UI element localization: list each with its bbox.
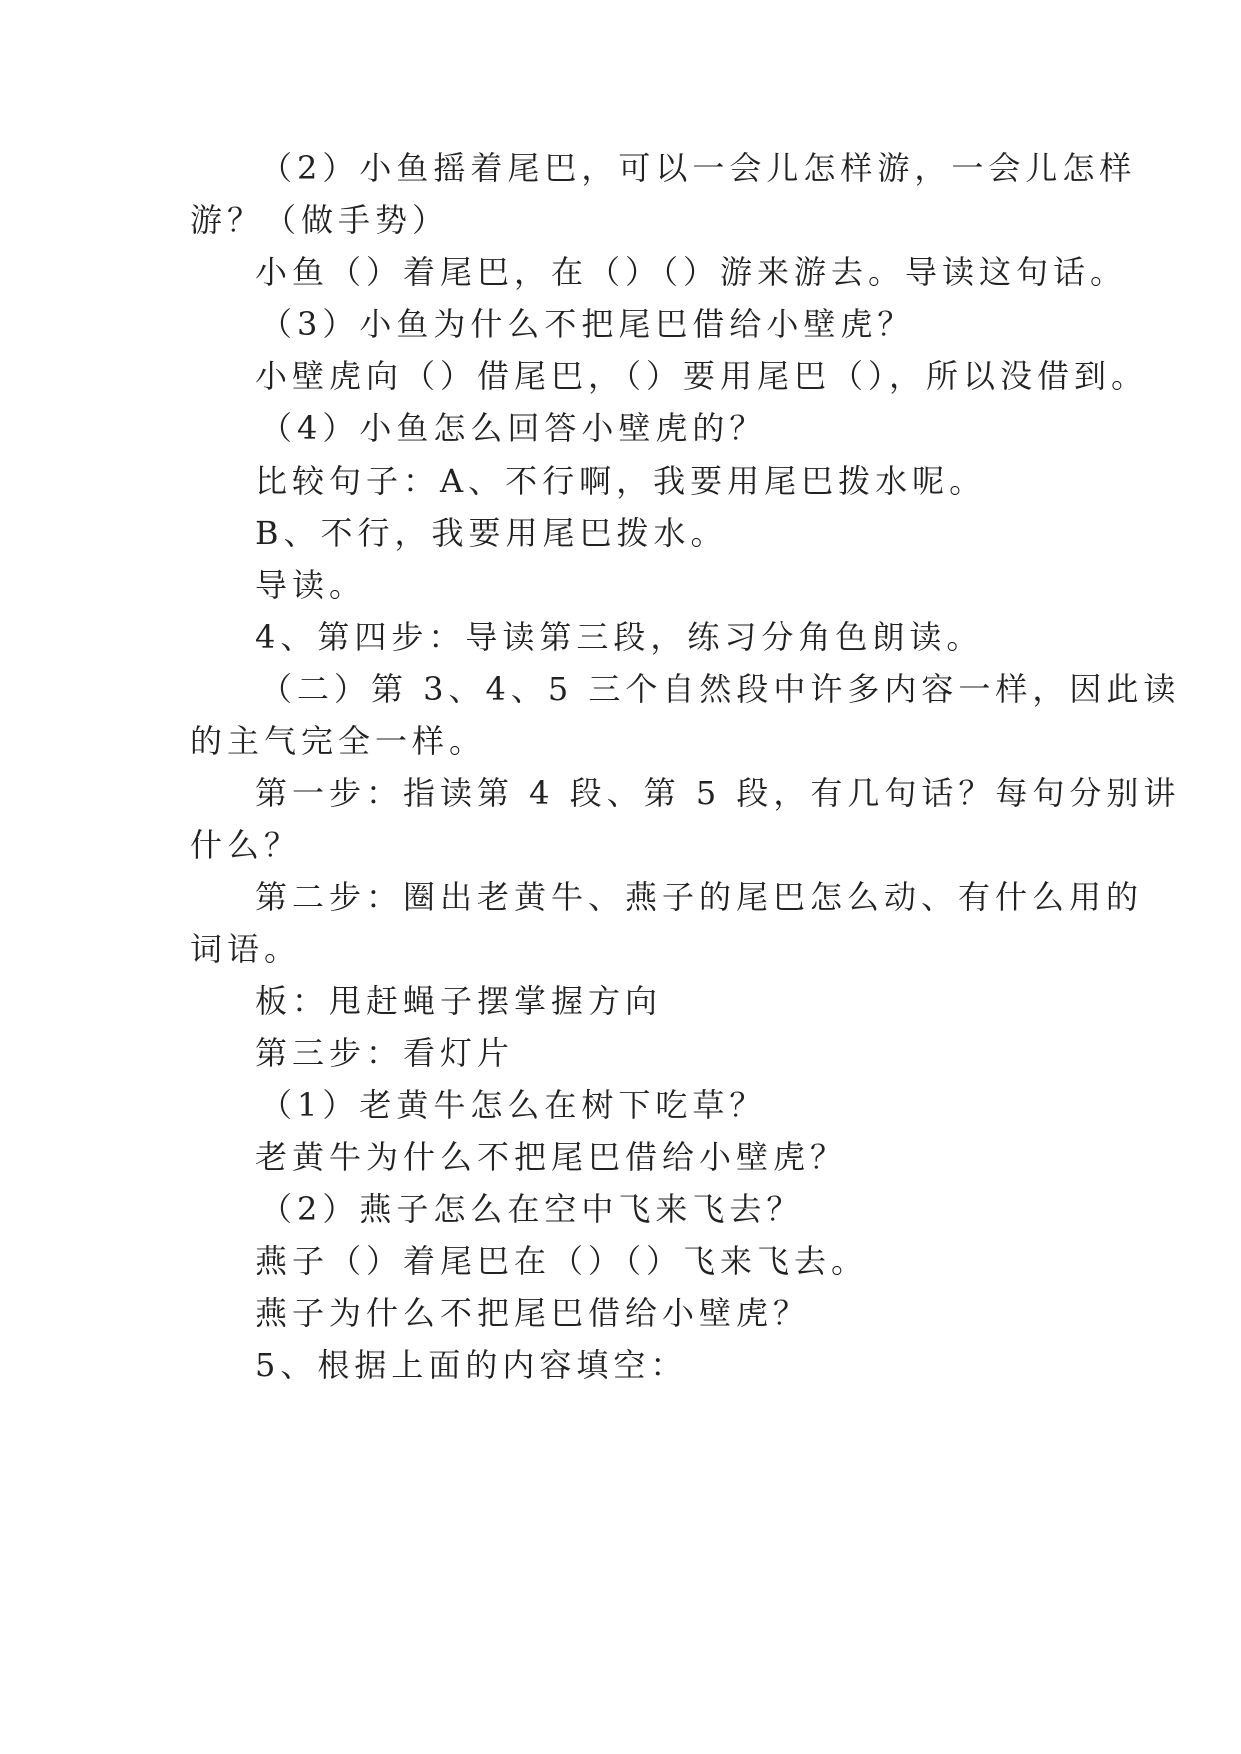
paragraph-line: 小壁虎向（）借尾巴，（）要用尾巴（），所以没借到。 — [255, 357, 1149, 395]
paragraph-line: （3）小鱼为什么不把尾巴借给小壁虎？ — [260, 305, 915, 343]
paragraph-line: 游？（做手势） — [190, 201, 450, 239]
paragraph-line: 燕子（）着尾巴在（）（）飞来飞去。 — [255, 1242, 869, 1280]
paragraph-line: （4）小鱼怎么回答小壁虎的？ — [260, 409, 767, 447]
paragraph-line: 词语。 — [190, 930, 302, 968]
paragraph-line: 燕子为什么不把尾巴借给小壁虎？ — [255, 1294, 811, 1332]
paragraph-line: 什么？ — [190, 826, 302, 864]
paragraph-line: （1）老黄牛怎么在树下吃草？ — [260, 1086, 767, 1124]
paragraph-line: 5、根据上面的内容填空： — [255, 1346, 688, 1384]
paragraph-line: 第一步：指读第 4 段、第 5 段，有几句话？每句分别讲 — [255, 774, 1181, 812]
paragraph-line: （2）燕子怎么在空中飞来飞去？ — [260, 1190, 804, 1228]
paragraph-line: （2）小鱼摇着尾巴，可以一会儿怎样游，一会儿怎样 — [260, 149, 1137, 187]
paragraph-line: 第二步：圈出老黄牛、燕子的尾巴怎么动、有什么用的 — [255, 878, 1144, 916]
paragraph-line: 比较句子：A、不行啊，我要用尾巴拨水呢。 — [255, 462, 987, 500]
paragraph-line: B、不行，我要用尾巴拨水。 — [255, 514, 728, 552]
paragraph-line: （二）第 3、4、5 三个自然段中许多内容一样，因此读 — [260, 670, 1181, 708]
paragraph-line: 板：甩赶蝇子摆掌握方向 — [255, 982, 663, 1020]
paragraph-line: 老黄牛为什么不把尾巴借给小壁虎？ — [255, 1138, 848, 1176]
paragraph-line: 小鱼（）着尾巴，在（）（）游来游去。导读这句话。 — [255, 253, 1128, 291]
paragraph-line: 4、第四步：导读第三段，练习分角色朗读。 — [255, 618, 984, 656]
paragraph-line: 第三步：看灯片 — [255, 1034, 515, 1072]
paragraph-line: 导读。 — [255, 566, 367, 604]
paragraph-line: 的主气完全一样。 — [190, 722, 487, 760]
